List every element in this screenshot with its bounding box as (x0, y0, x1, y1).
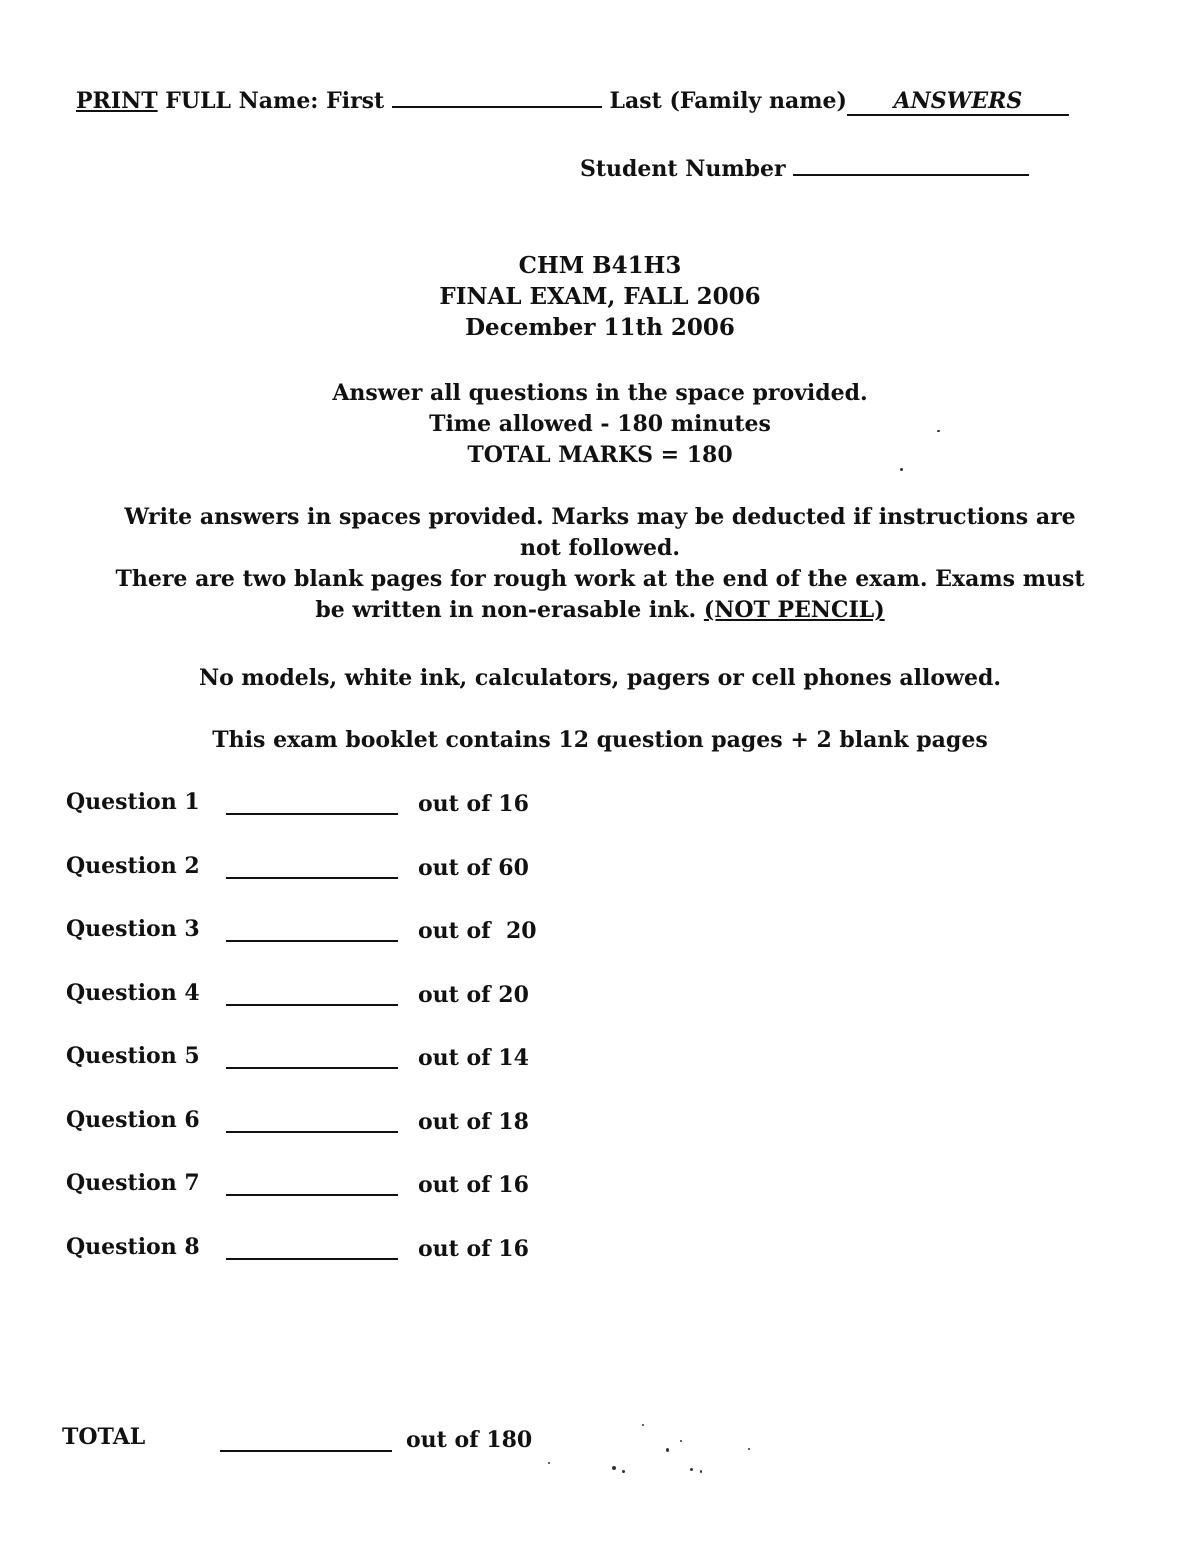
rule-blank-pages: There are two blank pages for rough work at the end of the exam. Exams must (115, 566, 1085, 592)
score-field[interactable] (226, 1131, 398, 1133)
question-max: out of 16 (418, 1172, 529, 1198)
student-number-field[interactable] (793, 174, 1029, 176)
rule-ink (0, 595, 1200, 626)
score-field[interactable] (226, 940, 398, 942)
exam-instructions (0, 378, 1200, 471)
instruction-total-marks: TOTAL MARKS = 180 (467, 442, 733, 468)
score-field[interactable] (226, 877, 398, 879)
course-info (0, 250, 1200, 343)
student-number-line (580, 156, 1029, 182)
question-label: Question 4 (66, 980, 200, 1006)
question-max: out of 20 (418, 982, 529, 1008)
question-label: Question 7 (66, 1170, 200, 1196)
course-code: CHM B41H3 (518, 252, 682, 279)
total-max: out of 180 (406, 1427, 533, 1453)
total-row (62, 1424, 562, 1460)
question-label: Question 5 (66, 1043, 200, 1069)
question-max: out of 16 (418, 1236, 529, 1262)
score-field[interactable] (226, 813, 398, 815)
question-max: out of 16 (418, 791, 529, 817)
question-max: out of 20 (418, 918, 537, 944)
question-label: Question 8 (66, 1234, 200, 1260)
question-label: Question 6 (66, 1107, 200, 1133)
rule-ink-text: be written in non-erasable ink. (315, 597, 704, 623)
name-line (76, 88, 1069, 116)
exam-date: December 11th 2006 (465, 314, 735, 341)
instruction-answer-all: Answer all questions in the space provided. (332, 380, 868, 406)
rule-write-answers: Write answers in spaces provided. Marks may be deducted if instructions are (124, 504, 1076, 530)
score-field[interactable] (226, 1258, 398, 1260)
student-number-label: Student Number (580, 156, 794, 182)
instruction-time: Time allowed - 180 minutes (429, 411, 771, 437)
last-name-value: ANSWERS (893, 88, 1023, 114)
rule-not-followed: not followed. (520, 535, 680, 561)
exam-title: FINAL EXAM, FALL 2006 (439, 283, 761, 310)
total-score-field[interactable] (220, 1450, 392, 1452)
question-max: out of 14 (418, 1045, 529, 1071)
first-name-field[interactable] (392, 106, 602, 108)
question-max: out of 60 (418, 855, 529, 881)
first-name-label: FULL Name: First (157, 88, 392, 114)
exam-rules (0, 502, 1200, 626)
not-pencil-note: (NOT PENCIL) (703, 597, 885, 623)
print-label: PRINT (76, 88, 158, 114)
booklet-note: This exam booklet contains 12 question pages + 2 blank pages (212, 727, 988, 753)
total-label: TOTAL (62, 1424, 146, 1450)
question-label: Question 2 (66, 853, 200, 879)
question-label: Question 3 (66, 916, 200, 942)
score-field[interactable] (226, 1067, 398, 1069)
question-label: Question 1 (66, 789, 200, 815)
rule-no-models: No models, white ink, calculators, pagers or cell phones allowed. (198, 665, 1002, 691)
question-max: out of 18 (418, 1109, 529, 1135)
last-name-label: Last (Family name) (601, 88, 847, 114)
score-field[interactable] (226, 1194, 398, 1196)
score-field[interactable] (226, 1004, 398, 1006)
last-name-field[interactable] (847, 88, 1069, 116)
